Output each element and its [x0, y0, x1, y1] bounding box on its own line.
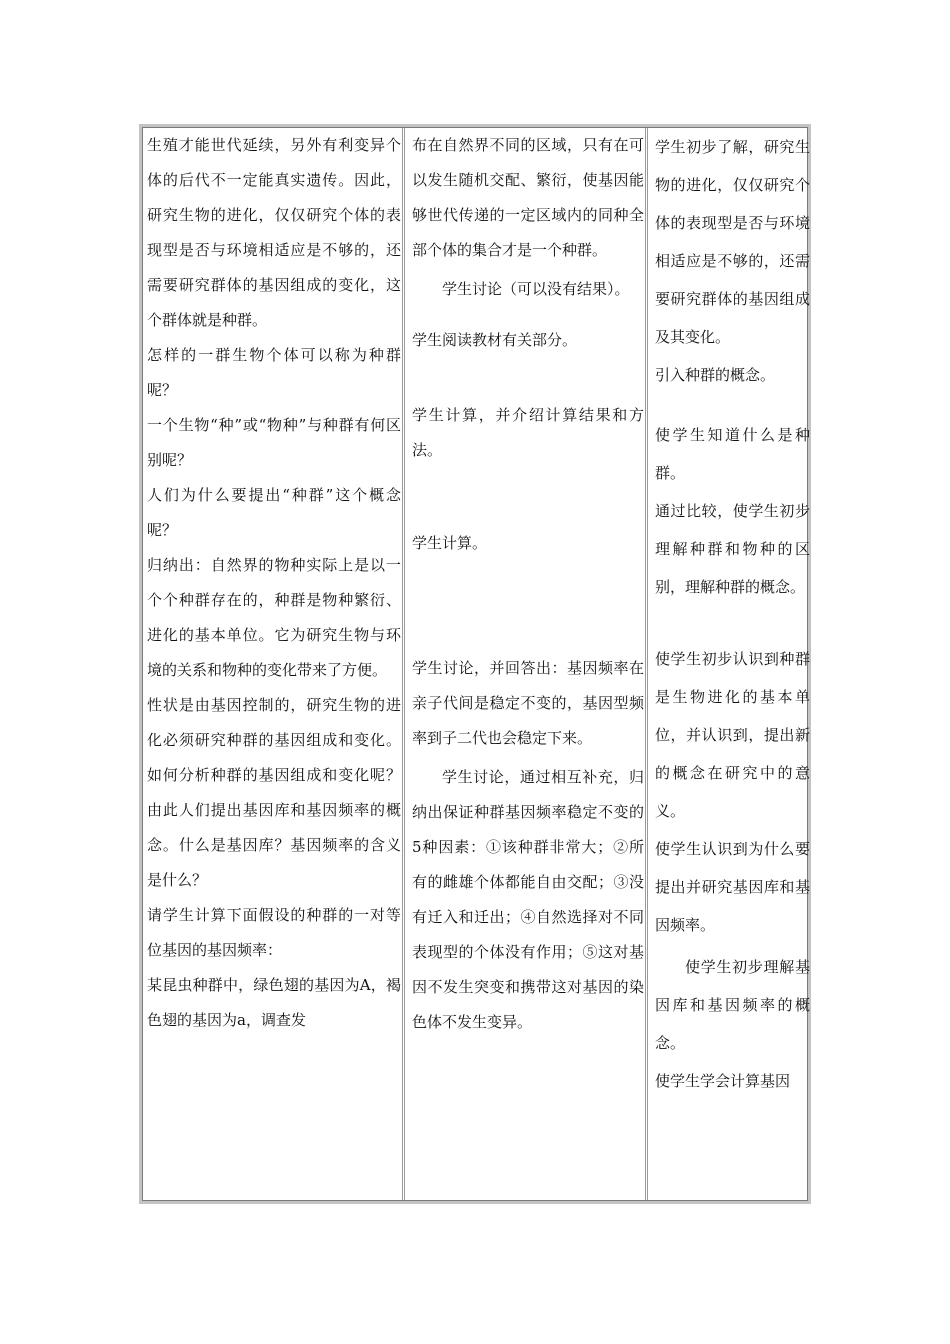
teacher-activity-column — [143, 128, 405, 1200]
design-intent-column — [651, 128, 811, 1200]
paragraph: 学生初步了解，研究生物的进化，仅仅研究个体的表现型是否与环境相适应是不够的，还需要研究群体的基因组成及其变化。 — [655, 138, 810, 346]
paragraph: 使学生初步认识到种群是生物进化的基本单位，并认识到，提出新的概念在研究中的意义。 — [655, 650, 810, 820]
paragraph: 使学生初步理解基因库和基因频率的概念。 — [655, 958, 810, 1052]
student-activity-text — [408, 128, 645, 1040]
paragraph: 使学生学会计算基因 — [655, 1072, 791, 1090]
paragraph: 学生计算。 — [412, 534, 488, 552]
lesson-table — [139, 124, 811, 1204]
paragraph: 学生计算，并介绍计算结果和方法。 — [412, 406, 644, 459]
paragraph: 使学生知道什么是种群。 — [655, 426, 810, 482]
paragraph: 请学生计算下面假设的种群的一对等位基因的基因频率： — [147, 906, 401, 959]
paragraph: 一个生物“种”或“物种”与种群有何区别呢？ — [147, 416, 401, 469]
paragraph: 性状是由基因控制的，研究生物的进化必须研究种群的基因组成和变化。如何分析种群的基因组成和变化呢？由此人们提出基因库和基因频率的概念。什么是基因库？基因频率的含义是什么？ — [147, 696, 401, 889]
teacher-activity-text — [143, 128, 402, 1038]
paragraph: 布在自然界不同的区域，只有在可以发生随机交配、繁衍，使基因能够世代传递的一定区域内的同种全部个体的集合才是一个种群。 — [412, 136, 644, 259]
student-activity-column — [408, 128, 648, 1200]
paragraph: 生殖才能世代延续，另外有利变异个体的后代不一定能真实遗传。因此，研究生物的进化，仅仅研究个体的表现型是否与环境相适应是不够的，还需要研究群体的基因组成的变化，这个群体就是种群。 — [147, 136, 401, 329]
paragraph: 通过比较，使学生初步理解种群和物种的区别，理解种群的概念。 — [655, 502, 810, 596]
paragraph: 学生讨论，并回答出：基因频率在亲子代间是稳定不变的，基因型频率到子二代也会稳定下来。 — [412, 659, 644, 747]
table-inner-border — [142, 127, 808, 1201]
paragraph: 归纳出：自然界的物种实际上是以一个个种群存在的，种群是物种繁衍、进化的基本单位。它为研究生物与环境的关系和物种的变化带来了方便。 — [147, 556, 401, 679]
paragraph: 人们为什么要提出“种群”这个概念呢？ — [147, 486, 401, 539]
paragraph: 学生讨论（可以没有结果）。 — [442, 280, 630, 298]
design-intent-text — [651, 128, 811, 1100]
paragraph: 学生阅读教材有关部分。 — [412, 331, 578, 349]
paragraph: 怎样的一群生物个体可以称为种群呢？ — [147, 346, 401, 399]
paragraph: 使学生认识到为什么要提出并研究基因库和基因频率。 — [655, 840, 810, 934]
paragraph: 引入种群的概念。 — [655, 366, 776, 384]
paragraph: 学生讨论，通过相互补充，归纳出保证种群基因频率稳定不变的5种因素：①该种群非常大；②所有的雌雄个体都能自由交配；③没有迁入和迁出；④自然选择对不同表现型的个体没有作用；⑤这对基因不发生突变和携带这对基因的染色体不发生变异。 — [412, 768, 644, 1031]
paragraph: 某昆虫种群中，绿色翅的基因为A，褐色翅的基因为a，调查发 — [147, 976, 401, 1029]
